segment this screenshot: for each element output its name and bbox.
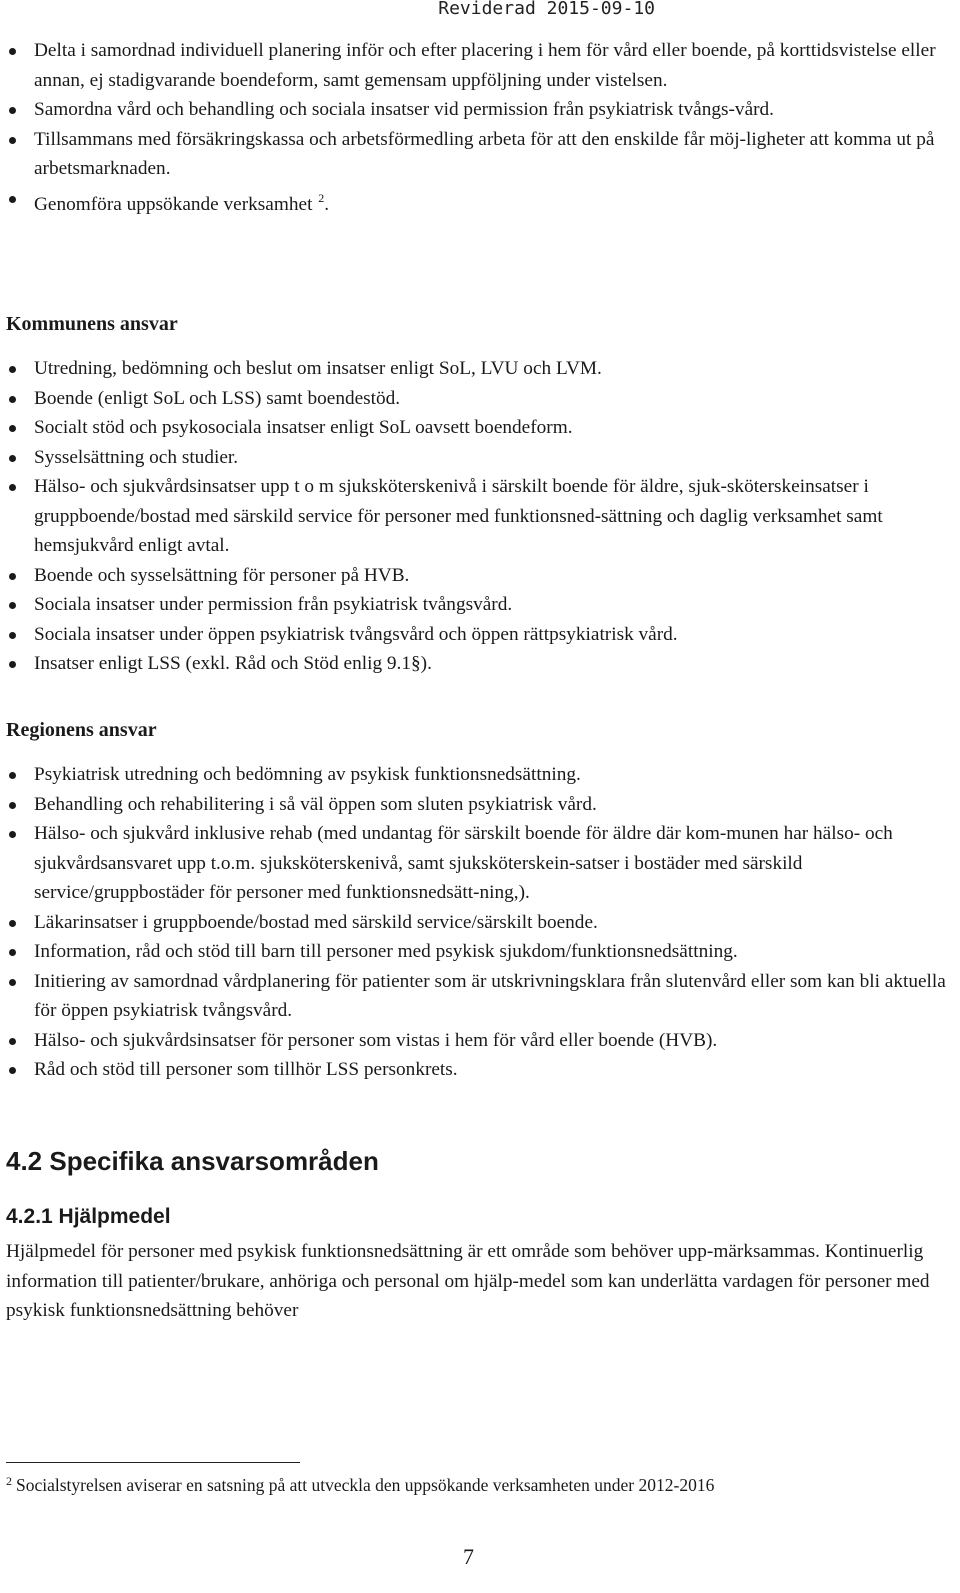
intro-list [9,36,954,219]
list-item: Psykiatrisk utredning och bedömning av psykisk funktionsnedsättning. [9,760,954,790]
list-item: Boende och sysselsättning för personer på HVB. [9,561,954,591]
footnote-divider [6,1462,300,1463]
list-item: Läkarinsatser i gruppboende/bostad med särskild service/särskilt boende. [9,908,954,938]
revision-date: Reviderad 2015-09-10 [438,0,655,19]
hjalpmedel-paragraph: Hjälpmedel för personer med psykisk funktionsnedsättning är ett område som behöver upp-märksammas. Kontinuerlig information till patienter/brukare, anhöriga och personal om hjälp-medel som kan underlätta vardagen för personer med psykisk funktionsnedsättning behöver [6,1241,930,1321]
list-item-suffix: . [324,193,330,215]
footnote [6,1474,714,1496]
kommun-list [9,354,954,679]
list-item: Hälso- och sjukvårdsinsatser för personer som vistas i hem för vård eller boende (HVB). [9,1026,954,1056]
list-item: Råd och stöd till personer som tillhör LSS personkrets. [9,1055,954,1085]
section-heading-4-2: 4.2 Specifika ansvarsområden [6,1146,379,1176]
list-item: Socialt stöd och psykosociala insatser enligt SoL oavsett boendeform. [9,413,954,443]
region-heading: Regionens ansvar [6,719,157,741]
page-number: 7 [463,1544,474,1569]
list-item: Sysselsättning och studier. [9,443,954,473]
list-item: Sociala insatser under permission från psykiatrisk tvångsvård. [9,590,954,620]
list-item: Utredning, bedömning och beslut om insatser enligt SoL, LVU och LVM. [9,354,954,384]
list-item: Initiering av samordnad vårdplanering för patienter som är utskrivningsklara från slutenvård eller som kan bli aktuella för öppen psykiatrisk tvångsvård. [9,967,954,1026]
list-item [9,184,954,220]
list-item: Insatser enligt LSS (exkl. Råd och Stöd enlig 9.1§). [9,649,954,679]
list-item: Sociala insatser under öppen psykiatrisk tvångsvård och öppen rättpsykiatrisk vård. [9,620,954,650]
list-item: Delta i samordnad individuell planering inför och efter placering i hem för vård eller boende, på korttidsvistelse eller annan, ej stadigvarande boendeform, samt gemensam uppföljning under vistelsen. [9,36,954,95]
list-item: Samordna vård och behandling och sociala insatser vid permission från psykiatrisk tvångs-vård. [9,95,954,125]
list-item: Information, råd och stöd till barn till personer med psykisk sjukdom/funktionsnedsättning. [9,937,954,967]
list-item: Hälso- och sjukvårdsinsatser upp t o m sjuksköterskenivå i särskilt boende för äldre, sjuk-sköterskeinsatser i gruppboende/bostad med särskild service för personer med funktionsned-sättning och daglig verksamhet samt hemsjukvård enligt avtal. [9,472,954,561]
list-item-text: Genomföra uppsökande verksamhet [34,193,313,215]
footnote-number: 2 [6,1474,12,1488]
section-heading-4-2-1: 4.2.1 Hjälpmedel [6,1205,171,1228]
list-item: Behandling och rehabilitering i så väl öppen som sluten psykiatrisk vård. [9,790,954,820]
region-list [9,760,954,1085]
footnote-text: Socialstyrelsen aviserar en satsning på att utveckla den uppsökande verksamheten under 2012-2016 [16,1475,715,1495]
footnote-ref[interactable]: 2 [318,190,325,205]
list-item: Tillsammans med försäkringskassa och arbetsförmedling arbeta för att den enskilde får möj-ligheter att komma ut på arbetsmarknaden. [9,125,954,184]
list-item: Hälso- och sjukvård inklusive rehab (med undantag för särskilt boende för äldre där kom-munen har hälso- och sjukvårdsansvaret upp t.o.m. sjuksköterskenivå, samt sjuksköterskein-satser i bostäder med särskild service/gruppbostäder för personer med funktionsnedsätt-ning,). [9,819,954,908]
kommun-heading: Kommunens ansvar [6,313,178,335]
list-item: Boende (enligt SoL och LSS) samt boendestöd. [9,384,954,414]
